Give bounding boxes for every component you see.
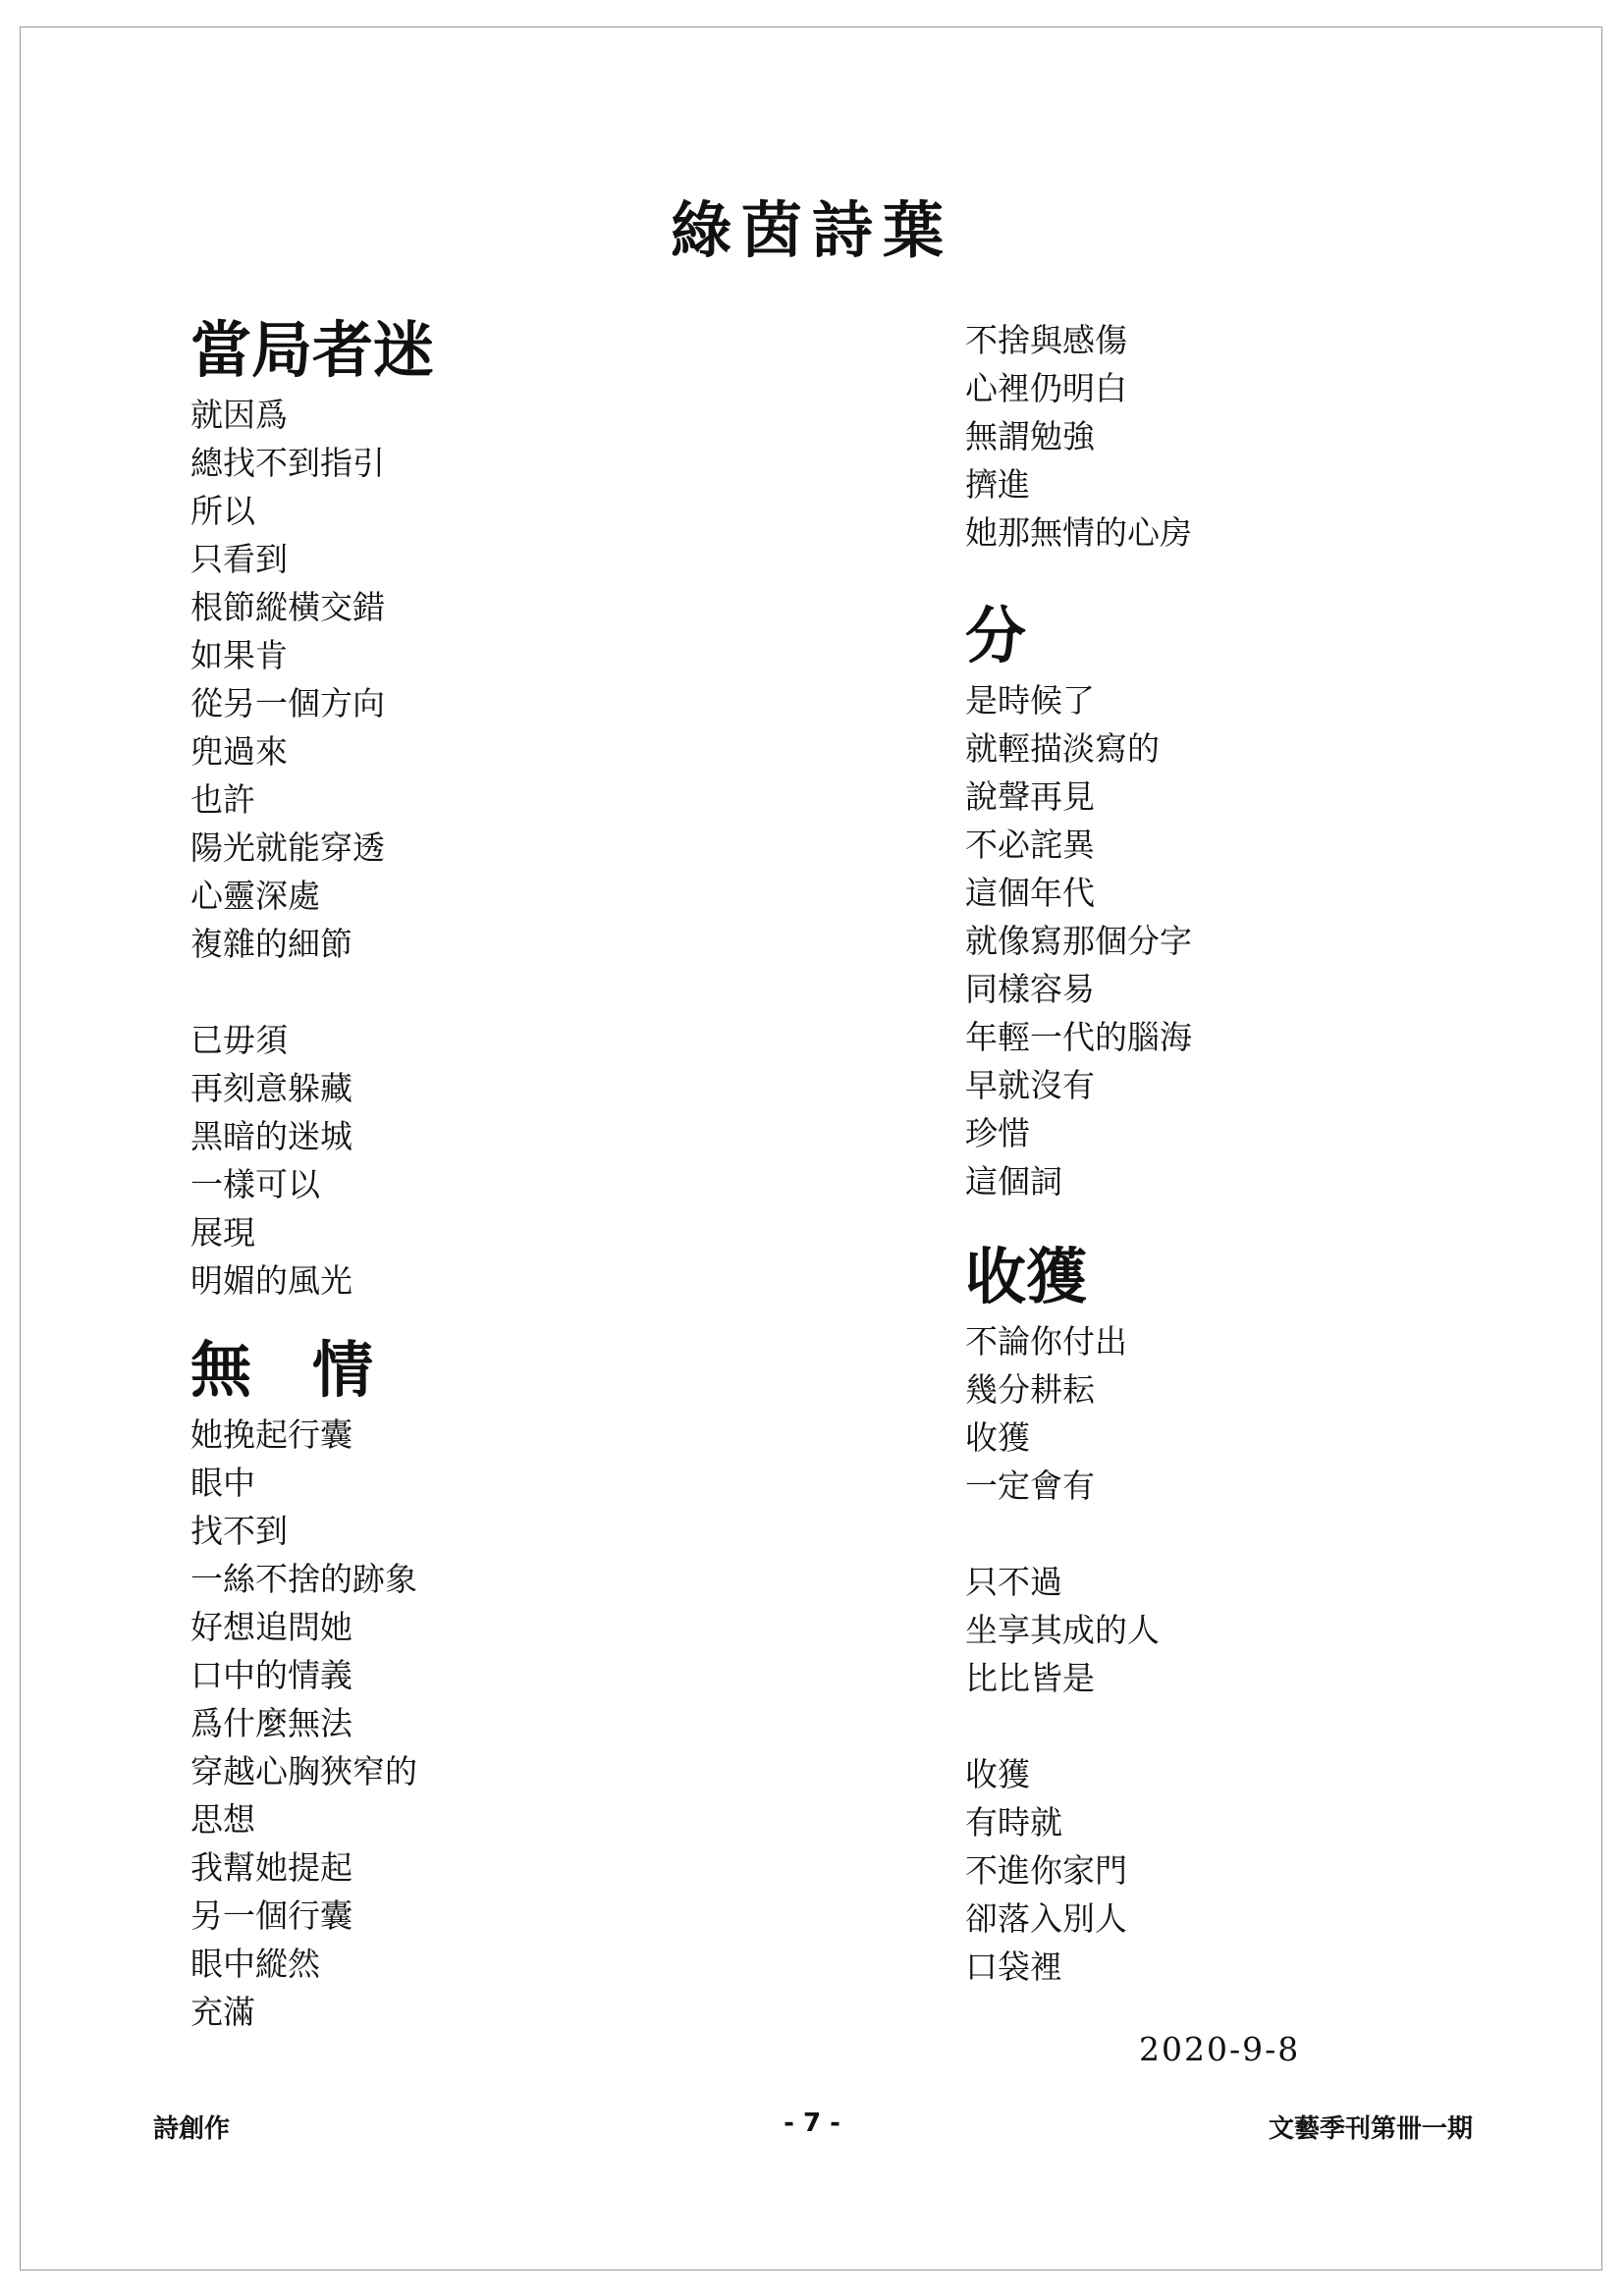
- poem-line: 這個年代: [965, 874, 1095, 912]
- poem-line: 思想: [190, 1800, 255, 1839]
- poem-title: 收獲: [965, 1241, 1088, 1312]
- poem-line: 說聲再見: [965, 777, 1095, 816]
- poem-line: 是時候了: [965, 681, 1095, 720]
- poem-line: 這個詞: [965, 1162, 1062, 1201]
- poem: [965, 1243, 1574, 1991]
- poem-line: 另一個行囊: [190, 1896, 352, 1935]
- poem-line: 一定會有: [965, 1467, 1095, 1505]
- poem-line: 陽光就能穿透: [190, 828, 385, 867]
- poem-line: 心靈深處: [190, 877, 320, 915]
- poem-title: 無 情: [190, 1334, 374, 1406]
- poem-line: 爲什麼無法: [190, 1704, 352, 1742]
- poem: [965, 602, 1574, 1205]
- poem-line: 我幫她提起: [190, 1848, 352, 1887]
- poem-line: 就像寫那個分字: [965, 922, 1192, 960]
- poem-line: 所以: [190, 492, 255, 530]
- poem: [190, 1336, 799, 2036]
- left-column: [190, 316, 799, 2036]
- poem-line: 只看到: [190, 540, 288, 578]
- poem-line: 同樣容易: [965, 970, 1095, 1008]
- poem-line: 口中的情義: [190, 1656, 352, 1694]
- poem-line: 眼中縱然: [190, 1945, 320, 1983]
- poem-line: 複雜的細節: [190, 925, 352, 963]
- page-title: 綠茵詩葉: [670, 194, 953, 266]
- poem-line: 找不到: [190, 1512, 288, 1550]
- poem-line: 已毋須: [190, 1021, 288, 1059]
- poem-line: 不捨與感傷: [965, 321, 1127, 359]
- poem-date: 2020-9-8: [1139, 2030, 1301, 2068]
- poem-line: 也許: [190, 780, 255, 819]
- poem-line: 早就沒有: [965, 1066, 1095, 1104]
- poem-line: 只不過: [965, 1563, 1062, 1601]
- poem-line: 好想追問她: [190, 1608, 352, 1646]
- poem-line: 收獲: [965, 1418, 1030, 1457]
- poem-line: 展現: [190, 1213, 255, 1252]
- poem-line: 卻落入別人: [965, 1899, 1127, 1938]
- poem-line: 不必詫異: [965, 826, 1095, 864]
- poem-line: 一樣可以: [190, 1165, 320, 1203]
- poem-line: 如果肯: [190, 636, 288, 674]
- poem-line: 她那無情的心房: [965, 513, 1192, 552]
- footer-section-label: 詩創作: [153, 2114, 231, 2144]
- poem-line: 就輕描淡寫的: [965, 729, 1160, 768]
- footer-publication: 文藝季刊第卌一期: [1268, 2114, 1473, 2144]
- stanza-break: [965, 1702, 1574, 1750]
- poem-line: 珍惜: [965, 1114, 1030, 1152]
- poem-line: 黑暗的迷城: [190, 1117, 352, 1155]
- poem-line: 無謂勉強: [965, 417, 1095, 455]
- poem-line: 不進你家門: [965, 1851, 1127, 1890]
- poem-line: 從另一個方向: [190, 684, 385, 722]
- right-column: [965, 316, 1574, 1991]
- poem-line: 有時就: [965, 1803, 1062, 1842]
- poem-title: 分: [965, 600, 1027, 671]
- footer-page-number: - 7 -: [784, 2109, 840, 2138]
- poem-line: 擠進: [965, 465, 1030, 504]
- poem-line: 根節縱橫交錯: [190, 588, 385, 626]
- poem-line: 坐享其成的人: [965, 1611, 1160, 1649]
- poem: [190, 316, 799, 1305]
- poem-line: 充滿: [190, 1993, 255, 2031]
- poem-line: 兜過來: [190, 732, 288, 771]
- poem: [965, 316, 1574, 557]
- poem-line: 眼中: [190, 1464, 255, 1502]
- poem-line: 一絲不捨的跡象: [190, 1560, 417, 1598]
- poem-line: 她挽起行囊: [190, 1415, 352, 1454]
- poem-line: 幾分耕耘: [965, 1370, 1095, 1409]
- poem-line: 心裡仍明白: [965, 369, 1127, 407]
- poem-line: 總找不到指引: [190, 444, 385, 482]
- poem-line: 口袋裡: [965, 1948, 1062, 1986]
- poem-title: 當局者迷: [190, 314, 435, 386]
- stanza-break: [190, 968, 799, 1016]
- poem-line: 穿越心胸狹窄的: [190, 1752, 417, 1790]
- poem-line: 明媚的風光: [190, 1261, 352, 1300]
- poem-line: 年輕一代的腦海: [965, 1018, 1192, 1056]
- poem-line: 就因爲: [190, 396, 288, 434]
- poem-line: 比比皆是: [965, 1659, 1095, 1697]
- poem-line: 再刻意躲藏: [190, 1069, 352, 1107]
- poem-line: 收獲: [965, 1755, 1030, 1793]
- poem-line: 不論你付出: [965, 1322, 1127, 1361]
- stanza-break: [965, 1510, 1574, 1558]
